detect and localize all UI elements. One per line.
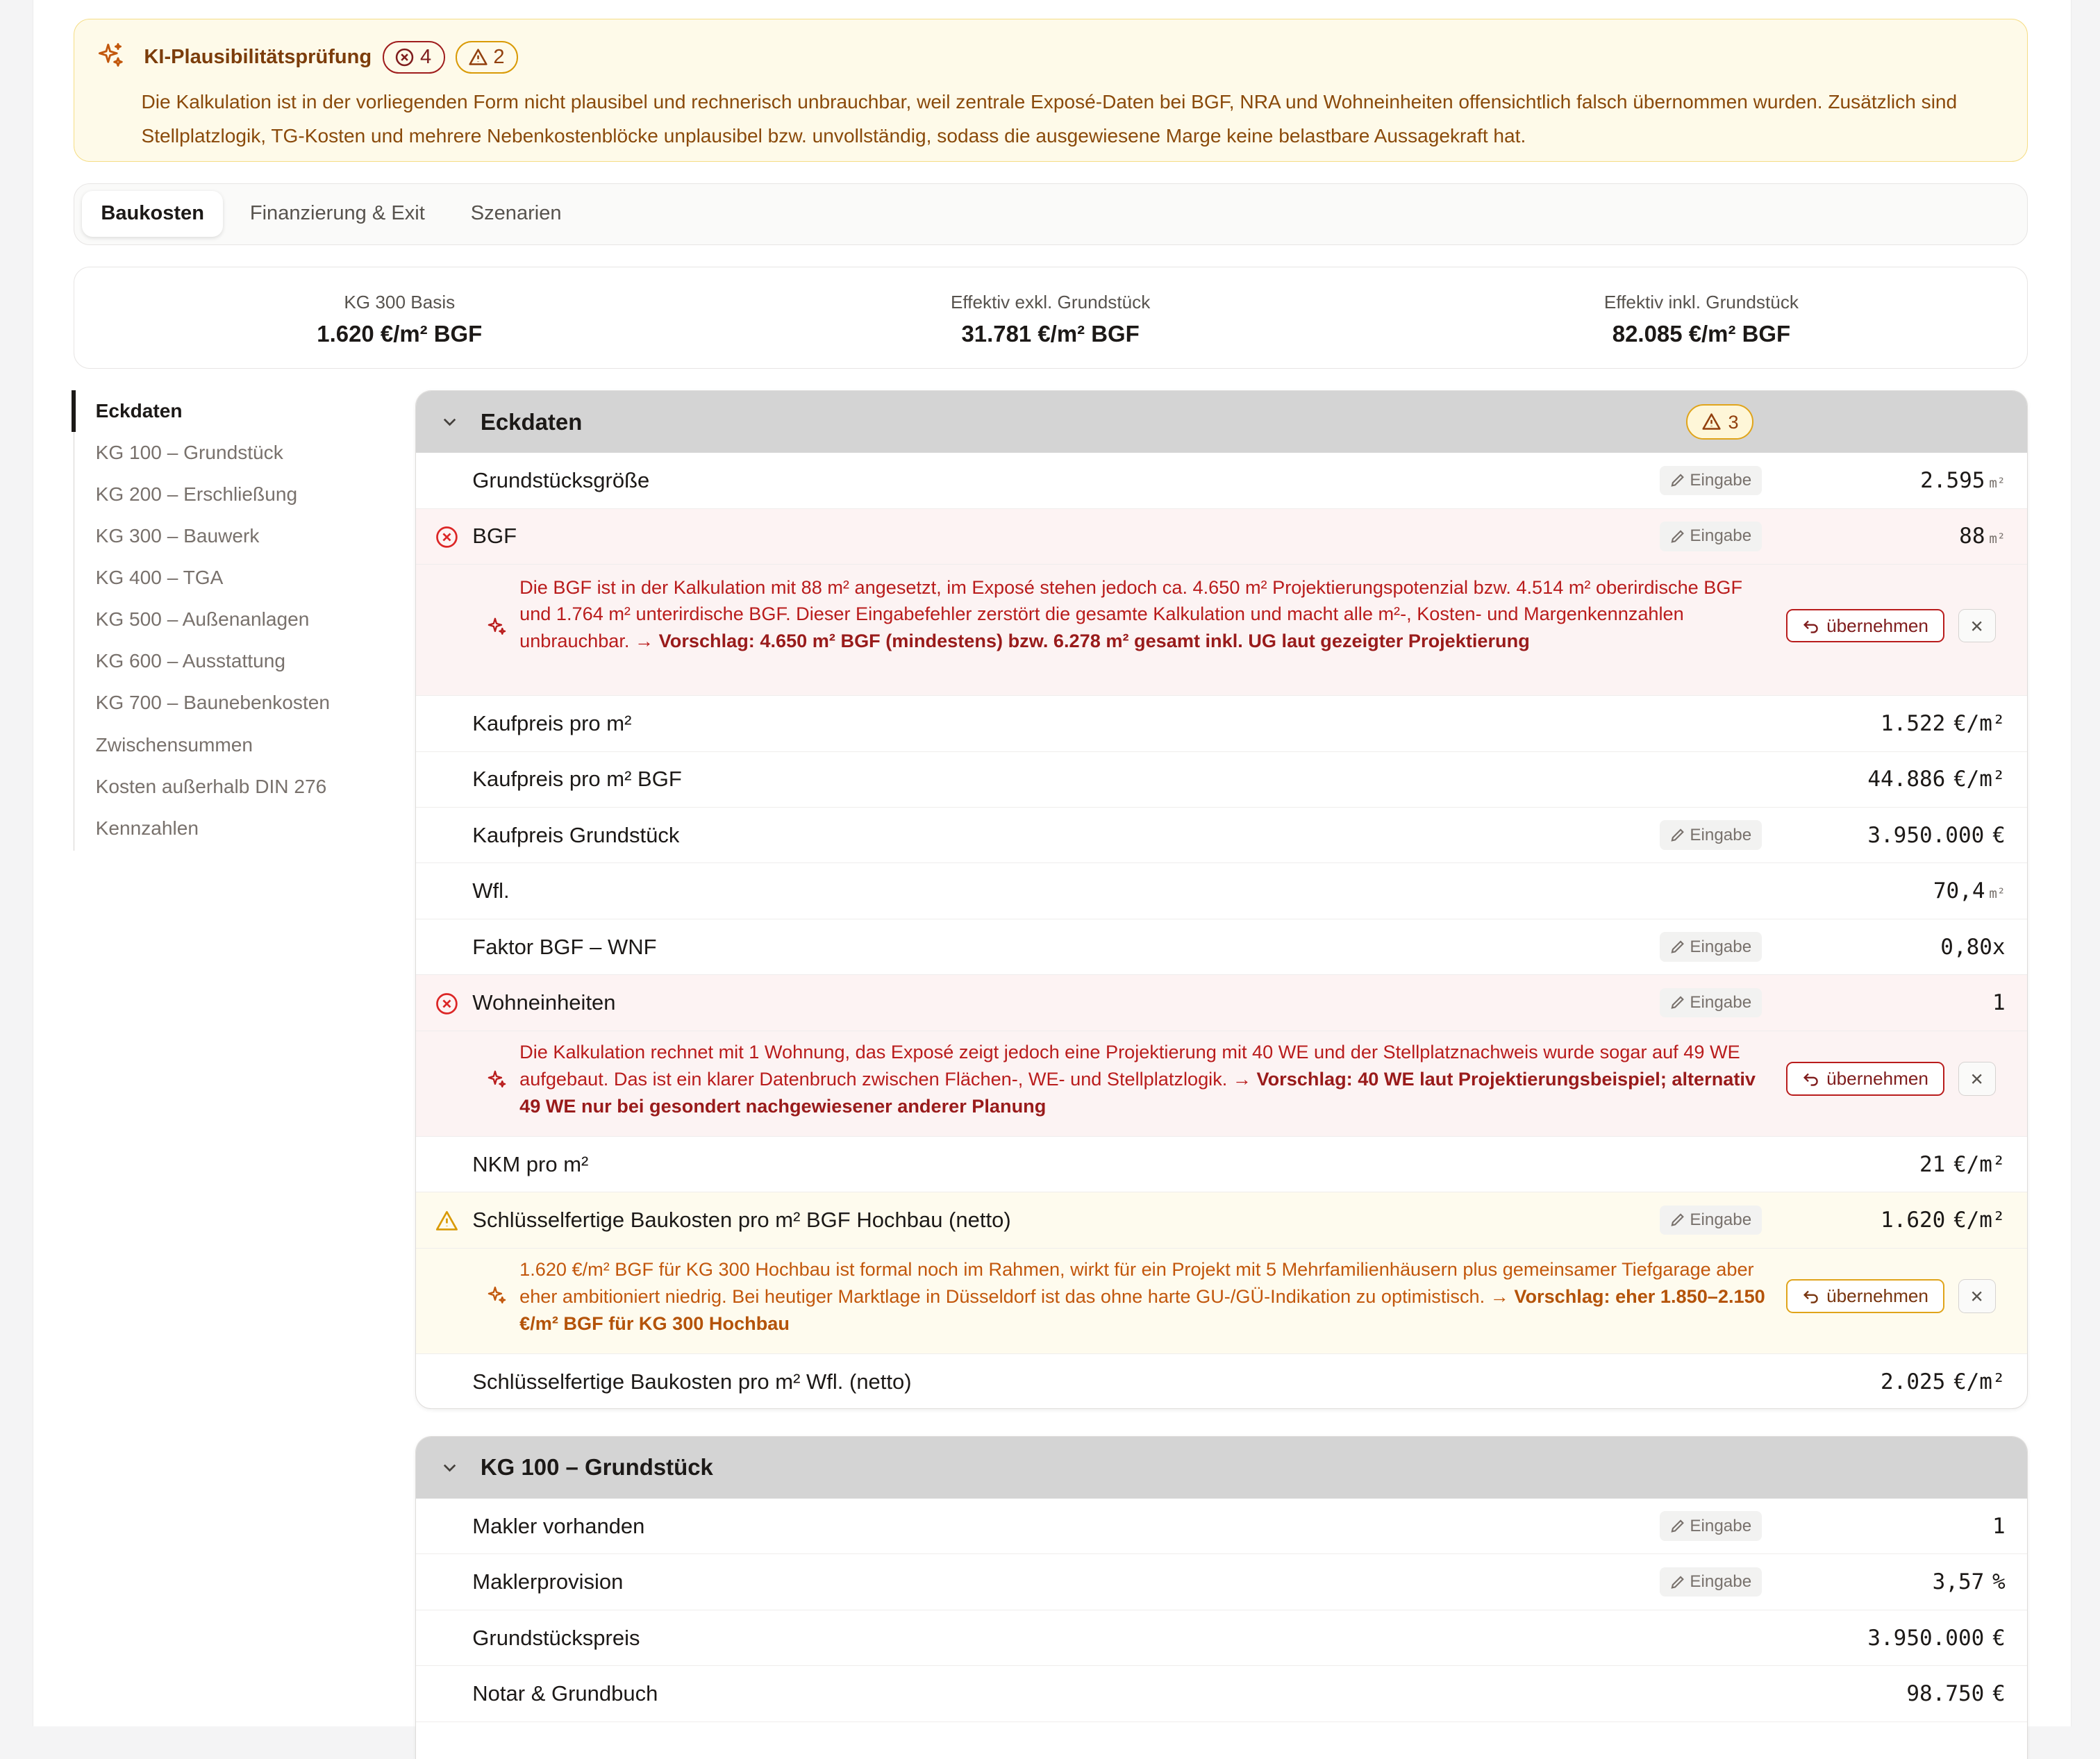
row-label: Kaufpreis pro m² BGF [472, 767, 682, 792]
row-value: 1.522 €/m² [1881, 710, 2006, 736]
nav-item-eckdaten[interactable]: Eckdaten [74, 390, 384, 432]
nav-item-zwischensummen[interactable]: Zwischensummen [95, 733, 253, 756]
summary-value: 1.620 €/m² BGF [317, 321, 483, 347]
row-label: Kaufpreis pro m² [472, 710, 632, 735]
row-label: Kaufpreis Grundstück [472, 822, 680, 847]
input-tag[interactable]: Eingabe [1660, 466, 1762, 496]
row-value[interactable]: 3.950.000 € [1867, 822, 2006, 848]
row-label: BGF [472, 524, 517, 549]
input-tag[interactable]: Eingabe [1660, 932, 1762, 962]
input-tag[interactable]: Eingabe [1660, 1567, 1762, 1597]
row-value: 21 €/m² [1919, 1151, 2006, 1177]
row-value: 2.025 €/m² [1881, 1369, 2006, 1394]
tab-baukosten[interactable]: Baukosten [82, 191, 223, 237]
summary-effektiv-inkl [1376, 267, 2026, 368]
row-label: Notar & Grundbuch [472, 1681, 658, 1706]
summary-value: 31.781 €/m² BGF [961, 321, 1140, 347]
summary-label: Effektiv exkl. Grundstück [950, 291, 1151, 312]
row-value: 98.750 € [1906, 1681, 2006, 1707]
row-value[interactable]: 1.620 €/m² [1881, 1208, 2006, 1233]
row-maklerprovision [416, 1554, 2027, 1610]
dismiss-button[interactable] [1958, 1062, 1996, 1095]
summary-kg300-basis [74, 267, 725, 368]
input-tag[interactable]: Eingabe [1660, 1511, 1762, 1541]
row-label: Grundstückspreis [472, 1625, 640, 1650]
input-tag[interactable]: Eingabe [1660, 820, 1762, 850]
row-label: Grundstücksgröße [472, 467, 650, 492]
nav-item-kg600[interactable]: KG 600 – Ausstattung [95, 650, 285, 672]
row-value[interactable]: 0,80x [1940, 934, 2006, 960]
row-kaufpreis-grundstueck [416, 808, 2027, 863]
error-count: 4 [419, 45, 432, 68]
section-title: KG 100 – Grundstück [480, 1454, 713, 1481]
warning-count: 2 [493, 45, 505, 68]
nav-item-kennzahlen[interactable]: Kennzahlen [95, 817, 199, 839]
row-grundstueckspreis [416, 1610, 2027, 1666]
ai-check-summary: Die Kalkulation ist in der vorliegenden Form nicht plausibel und rechnerisch unbrauchbar, weil zentrale Exposé-Daten bei BGF, NRA und Wohneinheiten offensichtlich falsch übernommen wurden. Zusätzlich sind Stellplatzlogik, TG-Kosten und mehrere Nebenkostenblöcke unplausibel bzw. unvollständig, sodass die ausgewiesene Marge keine belastbare Aussagekraft hat. [141, 91, 1958, 147]
row-value[interactable]: 88 m² [1959, 524, 2006, 549]
pencil-icon [1669, 1518, 1685, 1534]
row-wohneinheiten [416, 975, 2027, 1031]
apply-suggestion-button[interactable]: übernehmen [1786, 609, 1945, 642]
nav-item-kg400[interactable]: KG 400 – TGA [95, 567, 224, 589]
nav-item-kg700[interactable]: KG 700 – Baunebenkosten [95, 692, 331, 714]
row-notar-grundbuch [416, 1666, 2027, 1722]
row-label: Wfl. [472, 878, 510, 903]
pencil-icon [1669, 528, 1685, 544]
section-header[interactable] [416, 1437, 2027, 1499]
dismiss-button[interactable] [1958, 1279, 1996, 1312]
pencil-icon [1669, 939, 1685, 955]
row-label: Schlüsselfertige Baukosten pro m² Wfl. (netto) [472, 1369, 912, 1394]
row-value[interactable]: 1 [1992, 1513, 2006, 1539]
close-icon [1969, 619, 1984, 633]
pencil-icon [1669, 994, 1685, 1010]
nav-item-kg300[interactable]: KG 300 – Bauwerk [95, 525, 260, 547]
sparkle-icon [486, 1285, 508, 1306]
pencil-icon [1669, 472, 1685, 488]
section-title: Eckdaten [480, 408, 583, 435]
close-icon [1969, 1072, 1984, 1086]
row-nkm [416, 1137, 2027, 1192]
chevron-down-icon[interactable] [440, 412, 459, 431]
ai-plausibility-banner [74, 19, 2028, 161]
section-eckdaten [415, 390, 2028, 1409]
warning-triangle-icon [435, 1209, 459, 1233]
row-wfl [416, 863, 2027, 919]
row-label: Faktor BGF – WNF [472, 934, 657, 959]
row-value: 3.950.000 € [1867, 1625, 2006, 1651]
warning-triangle-icon [468, 47, 488, 67]
summary-effektiv-exkl [725, 267, 1376, 368]
row-kaufpreis-m2-bgf [416, 752, 2027, 808]
row-baukosten-wfl [416, 1354, 2027, 1409]
nav-item-kg100[interactable]: KG 100 – Grundstück [95, 442, 283, 464]
row-value[interactable]: 2.595 m² [1920, 467, 2006, 493]
undo-arrow-icon [1802, 617, 1819, 635]
section-header[interactable] [416, 391, 2027, 453]
ai-note-text: Die Kalkulation rechnet mit 1 Wohnung, das Exposé zeigt jedoch eine Projektierung mit 40 WE und der Stellplatznachweis wurde sogar auf 49 WE aufgebaut. Das ist ein klarer Datenbruch zwischen Flächen-, WE- und Stellplatzlogik. → Vorschlag: 40 WE laut Projektierungsbeispiel; alternativ 49 WE nur bei gesondert nachgewiesener anderer Planung [519, 1041, 1756, 1117]
summary-value: 82.085 €/m² BGF [1612, 321, 1791, 347]
input-tag[interactable]: Eingabe [1660, 1206, 1762, 1235]
row-grundstuecksgroesse [416, 453, 2027, 508]
row-label: Schlüsselfertige Baukosten pro m² BGF Hochbau (netto) [472, 1208, 1011, 1233]
row-kaufpreis-m2 [416, 696, 2027, 751]
tab-szenarien[interactable]: Szenarien [470, 202, 562, 225]
pencil-icon [1669, 827, 1685, 843]
section-nav [74, 390, 384, 851]
error-circle-icon [435, 525, 459, 549]
tab-bar [74, 183, 2028, 245]
row-baukosten-bgf [416, 1192, 2027, 1248]
row-value[interactable]: 1 [1992, 990, 2006, 1016]
row-value: 70,4 m² [1933, 878, 2006, 904]
ai-note-baukosten [416, 1249, 2027, 1354]
apply-suggestion-button[interactable]: übernehmen [1786, 1279, 1945, 1312]
chevron-down-icon[interactable] [440, 1458, 459, 1477]
pencil-icon [1669, 1574, 1685, 1590]
tab-finanzierung-exit[interactable]: Finanzierung & Exit [249, 202, 425, 225]
pencil-icon [1669, 1212, 1685, 1228]
warning-triangle-icon [1701, 412, 1722, 432]
undo-arrow-icon [1802, 1287, 1819, 1305]
close-icon [1969, 1289, 1984, 1303]
section-warning-badge [1686, 404, 1753, 439]
section-warning-count: 3 [1728, 410, 1739, 433]
warning-count-badge [456, 41, 518, 74]
row-label: NKM pro m² [472, 1151, 589, 1176]
sparkle-icon [96, 41, 126, 71]
row-value: 44.886 €/m² [1867, 767, 2006, 792]
row-label: Maklerprovision [472, 1569, 624, 1594]
ai-note-text: 1.620 €/m² BGF für KG 300 Hochbau ist formal noch im Rahmen, wirkt für ein Projekt mit 5 Mehrfamilienhäusern plus gemeinsamer Tiefgarage aber eher ambitioniert niedrig. Bei heutiger Marktlage in Düsseldorf ist das ohne harte GU-/GÜ-Indikation zu optimistisch. → Vorschlag: eher 1.850–2.150 €/m² BGF für KG 300 Hochbau [519, 1258, 1765, 1334]
ai-note-text: Die BGF ist in der Kalkulation mit 88 m² angesetzt, im Exposé stehen jedoch ca. 4.650 m² Projektierungspotenzial bzw. 4.514 m² oberirdische BGF und 1.764 m² unterirdische BGF. Dieser Eingabefehler zerstört die gesamte Kalkulation und macht alle m²-, Kosten- und Margenkennzahlen unbrauchbar. → Vorschlag: 4.650 m² BGF (mindestens) bzw. 6.278 m² gesamt inkl. UG laut gezeigter Projektierung [519, 576, 1743, 652]
summary-label: KG 300 Basis [344, 291, 456, 312]
ai-note-bgf [416, 565, 2027, 696]
error-circle-icon [435, 992, 459, 1016]
section-kg100 [415, 1436, 2028, 1759]
sparkle-icon [486, 616, 508, 637]
summary-label: Effektiv inkl. Grundstück [1603, 291, 1799, 312]
apply-suggestion-button[interactable]: übernehmen [1786, 1062, 1945, 1095]
ai-note-wohneinheiten [416, 1031, 2027, 1137]
ai-check-title: KI-Plausibilitätsprüfung [144, 45, 372, 68]
row-label: Wohneinheiten [472, 990, 616, 1015]
error-circle-icon [394, 47, 415, 67]
nav-item-kg200[interactable]: KG 200 – Erschließung [95, 483, 298, 506]
page [33, 0, 2072, 1726]
sparkle-icon [486, 1069, 508, 1090]
summary-bar [74, 267, 2028, 369]
error-count-badge [383, 41, 445, 74]
row-label: Makler vorhanden [472, 1513, 645, 1538]
nav-item-kosten-ausserhalb[interactable]: Kosten außerhalb DIN 276 [95, 775, 327, 797]
row-value[interactable]: 3,57 % [1932, 1569, 2006, 1595]
row-makler-vorhanden [416, 1499, 2027, 1554]
undo-arrow-icon [1802, 1070, 1819, 1087]
row-bgf [416, 509, 2027, 565]
row-faktor-bgf-wnf [416, 919, 2027, 975]
dismiss-button[interactable] [1958, 609, 1996, 642]
input-tag[interactable]: Eingabe [1660, 522, 1762, 551]
input-tag[interactable]: Eingabe [1660, 988, 1762, 1018]
nav-item-kg500[interactable]: KG 500 – Außenanlagen [95, 608, 310, 631]
